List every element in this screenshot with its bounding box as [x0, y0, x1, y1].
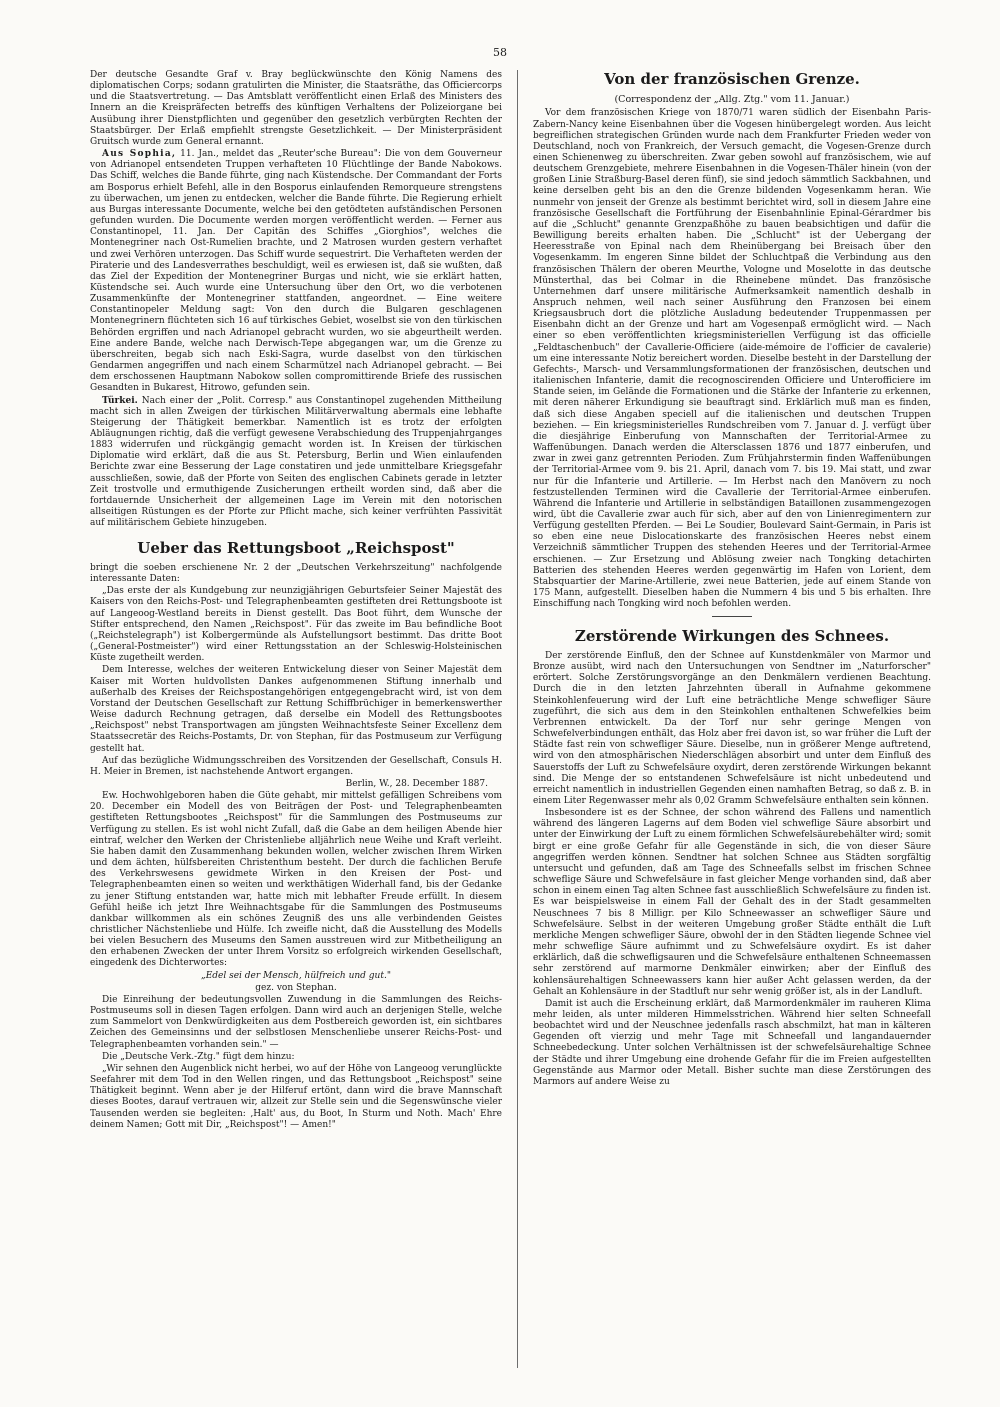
- paragraph-addendum-intro: Die „Deutsche Verk.-Ztg." fügt dem hinzu:: [102, 1051, 295, 1062]
- paragraph-closing: „Wir sehnen den Augenblick nicht herbei, wo auf der Höhe von Langeoog verunglückte Seefahrer mit dem Tod in den Wellen ringen, und das Rettungsboot „Reichspost" seine Thätigkeit beginnt. Wenn aber je der Hilferuf ertönt, dann wird die brave Mannschaft dieses Bootes, darauf vertrauen wir, allzeit zur Stelle sein und die Segenswünsche vieler Tausenden werden sie begleiten: ‚Halt' aus, du Boot, In Sturm und Noth. Mach' Ehre deinem Namen; Gott mit Dir, „Reichspost"! — Amen!": [90, 1063, 502, 1130]
- letter-date: Berlin, W., 28. December 1887.: [345, 778, 488, 789]
- paragraph-boats: „Das erste der als Kundgebung zur neunzigjährigen Geburtsfeier Seiner Majestät des Kaisers von den Reichs-Post- und Telegraphenbeamten gestifteten drei Rettungsboote ist auf Langeoog-Westland bereits in Dienst gestellt. Das Boot führt, dem Wunsche der Stifter entsprechend, den Namen „Reichspost". Für das zweite im Bau befindliche Boot („Reichstelegraph") ist Kolbergermünde als Aufstellungsort bestimmt. Das dritte Boot („General-Postmeister") wird einer Rettungsstation an der Schleswig-Holsteinischen Küste zugetheilt werden.: [90, 586, 502, 664]
- column-divider: [517, 70, 518, 1368]
- paragraph-museum: Die Einreihung der bedeutungsvollen Zuwendung in die Sammlungen des Reichs-Postmuseums soll in diesen Tagen erfolgen. Dann wird auch an derjenigen Stelle, welche zum Sammelort von Denkwürdigkeiten aus dem Postbereich geworden ist, ein sichtbares Zeichen des Gemeinsinns und der selbstlosen Menschenliebe unserer Reichs-Post- und Telegraphenbeamten vorhanden sein." —: [90, 994, 502, 1050]
- paragraph-serbia: Der deutsche Gesandte Graf v. Bray beglückwünschte den König Namens des diplomatischen Corps; sodann gratulirten die Minister, die Staatsräthe, das Officiercorps und die Staatsvertretung. — Das Amtsblatt veröffentlicht einen Erlaß des Ministers des Innern an die Kreispräfecten betreffs des künftigen Verhaltens der Polizeiorgane bei Ausübung ihrer Dienstpflichten und gegenüber den gesetzlich verbürgten Rechten der Staatsbürger. Der Erlaß empfiehlt strengste Gesetzlichkeit. — Der Ministerpräsident Gruitsch wurde zum General ernannt.: [90, 70, 502, 147]
- right-column: [533, 70, 931, 1380]
- paragraph-grenze: Vor dem französischen Kriege von 1870/71 waren südlich der Eisenbahn Paris-Zabern-Nancy keine Eisenbahnen über die Vogesen hinübergelegt worden. Aus leicht begreiflichen strategischen Gründen wurde nach dem Frankfurter Frieden weder von Deutschland, noch von Frankreich, der Versuch gemacht, die Vogesen-Grenze durch einen Schienenweg zu überschreiten. Zwar geben sowohl auf französischem, wie auf deutschem Grenzgebiete, mehrere Eisenbahnen in die Vogesen-Thäler hinein (von der großen Linie Straßburg-Basel deren fünf), sie sind jedoch sämmtlich Sackbahnen, und keine derselben geht bis an den die Grenze bildenden Vogesenkamm heran. Wie nunmehr von jenseit der Grenze als bestimmt berichtet wird, soll in diesem Jahre eine französische Gesellschaft die Fortführung der Eisenbahnlinie Epinal-Gérardmer bis auf die „Schlucht" genannte Grenzpaßhöhe zu bauen beabsichtigen und dafür die Bewilligung bereits erhalten haben. Die „Schlucht" ist der Uebergang der Heeresstraße von Epinal nach dem Rheinübergang bei Breisach über den Vogesenkamm. Im engeren Sinne bildet der Schluchtpaß die Verbindung aus den französischen Thälern der oberen Meurthe, Vologne und Moselotte in das deutsche Münsterthal, das bei Colmar in die Rheinebene mündet. Das französische Unternehmen darf unsere militärische Aufmerksamkeit namentlich deshalb in Anspruch nehmen, weil nach seiner Ausführung den Franzosen bei einem Kriegsausbruch dort die plötzliche Ausladung bedeutender Truppenmassen per Eisenbahn dicht an der Grenze und hart am Vogesenpaß ermöglicht wird. — Nach einer so eben veröffentlichten kriegsministeriellen Verfügung ist das officielle „Feldtaschenbuch" der Cavallerie-Officiere (aide-mémoire de l'officier de cavalerie) um eine interessante Notiz bereichert worden. Dieselbe besteht in der Darstellung der Gefechts-, Marsch- und Versammlungsformationen der französischen, deutschen und italienischen Infanterie, damit die recognoscirenden Officiere und Unterofficiere im Stande seien, im Gelände die Formationen und die Stärke der Infanterie zu erkennen, mit deren näherer Erkundigung sie beauftragt sind. Erklärlich muß man es finden, daß sich diese Angaben speciell auf die italienischen und deutschen Truppen beziehen. — Ein kriegsministerielles Rundschreiben vom 7. Januar d. J. verfügt über die diesjährige Einberufung von Mannschaften der Territorial-Armee zu Waffenübungen. Danach werden die Altersclassen 1876 und 1877 einberufen, und zwar in zwei ganz getrennten Perioden. Zum Frühjahrstermin finden Waffenübungen der Territorial-Armee vom 9. bis 21. April, danach vom 7. bis 19. Mai statt, und zwar nur für die Infanterie und Artillerie. — Im Herbst nach den Manövern zu noch festzustellenden Terminen wird die Cavallerie der Territorial-Armee einberufen. Während die Infanterie und Artillerie in selbständigen Bataillonen zusammengezogen wird, übt die Cavallerie zwar auch für sich, aber auf den von Linienregimentern zur Verfügung gestellten Pferden. — Bei Le Soudier, Boulevard Saint-Germain, in Paris ist so eben eine neue Dislocationskarte des französischen Heeres nebst einem Verzeichniß sämmtlicher Truppen des stehenden Heeres und der Territorial-Armee erschienen. — Zur Ersetzung und Ablösung zweier nach Tongking detachirten Batterien des stehenden Heeres werden gegenwärtig im Hafen von Lorient, dem Stabsquartier der Marine-Artillerie, zwei neue Batterien, jede auf einem Stande von 175 Mann, aufgestellt. Dieselben haben die Nummern 4 bis und 5 bis erhalten. Ihre Einschiffung nach Tongking wird noch befohlen werden.: [533, 108, 931, 610]
- letter-signature: gez. von Stephan.: [255, 982, 337, 993]
- poem-quote: „Edel sei der Mensch, hülfreich und gut.": [201, 970, 391, 981]
- subheadline-correspondence: (Correspondenz der „Allg. Ztg." vom 11. Januar.): [614, 93, 850, 105]
- paragraph-schnee-3: Damit ist auch die Erscheinung erklärt, daß Marmordenkmäler im rauheren Klima mehr leiden, als unter milderen Himmelsstrichen. Während hier selten Schneefall beobachtet wird und der Neuschnee jedenfalls rasch abschmilzt, hat man in kälteren Gegenden oft vierzig und mehr Tage mit Schneefall und langandauernder Schneebedeckung. Unter solchen Verhältnissen ist der schwefelsäurehaltige Schnee der Städte und ihrer Umgebung eine drohende Gefahr für die im Freien aufgestellten Gegenstände aus Marmor oder Metall. Bisher suchte man diese Zerstörungen des Marmors auf andere Weise zu: [533, 998, 931, 1087]
- dateline-sophia: Aus Sophia,: [102, 149, 177, 160]
- paragraph-schnee-2: Insbesondere ist es der Schnee, der schon während des Fallens und namentlich während des längeren Lagerns auf dem Boden viel schweflige Säure absorbirt und unter der Einwirkung der Luft zu einem förmlichen Schwefelsäurebehälter wird; somit birgt er eine große Gefahr für alle Gegenstände in sich, die von dieser Säure angegriffen werden können. Sendtner hat solchen Schnee aus Städten sorgfältig untersucht und gefunden, daß am Tage des Schneefalls selbst im frischen Schnee schweflige Säure und Schwefelsäure in fast gleicher Menge vorhanden sind, daß aber schon in einem einen Tag alten Schnee fast ausschließlich Schwefelsäure zu finden ist. Es war beispielsweise in einem Fall der Gehalt des in der Stadt gesammelten Neuschnees 7 bis 8 Milligr. per Kilo Schneewasser an schwefliger Säure und Schwefelsäure. Selbst in der weiteren Umgebung großer Städte enthält die Luft merkliche Mengen schwefliger Säure, obwohl der in den Städten liegende Schnee viel mehr schweflige Säure aufnimmt und zu Schwefelsäure oxydirt. Es ist daher erklärlich, daß die schwefligsauren und die Schwefelsäure enthaltenen Schneemassen sehr zerstörend auf marmorne Denkmäler einwirken; aber der Einfluß des kohlensäurehaltigen Schneewassers kann hier außer Acht gelassen werden, da der Gehalt an Kohlensäure in der Stadtluft nur sehr wenig größer ist, als in der Landluft.: [533, 808, 931, 997]
- paragraph-schnee-1: Der zerstörende Einfluß, den der Schnee auf Kunstdenkmäler von Marmor und Bronze ausübt, wird nach den Untersuchungen von Sendtner im „Naturforscher" erörtert. Solche Zerstörungsvorgänge an den Denkmälern verdienen Beachtung. Durch die in den letzten Jahrzehnten überall in Aufnahme gekommene Steinkohlenfeuerung wird der Luft eine beträchtliche Menge schwefliger Säure zugeführt, die sich aus dem in den Steinkohlen enthaltenen Schwefelkies beim Verbrennen entwickelt. Da der Torf nur sehr geringe Mengen von Schwefelverbindungen enthält, das Holz aber frei davon ist, so war früher die Luft der Städte fast rein von schwefliger Säure. Dieselbe, nun in größerer Menge auftretend, wird von den atmosphärischen Niederschlägen absorbirt und unter dem Einfluß des Sauerstoffs der Luft zu Schwefelsäure oxydirt, deren zerstörende Wirkungen bekannt sind. Die Menge der so entstandenen Schwefelsäure ist nicht unbedeutend und erreicht namentlich in industriellen Gegenden einen namhaften Betrag, so daß z. B. in einem Liter Regenwasser mehr als 0,02 Gramm Schwefelsäure enthalten sein können.: [533, 650, 931, 807]
- paragraph-sophia: [90, 149, 502, 394]
- dateline-turkey: Türkei.: [102, 395, 138, 406]
- paragraph-turkey-text: Nach einer der „Polit. Corresp." aus Constantinopel zugehenden Mittheilung macht sich in allen Zweigen der türkischen Militärverwaltung abermals eine lebhafte Steigerung der Thätigkeit bemerkbar. Namentlich ist es trotz der erfolgten Abläugnungen richtig, daß die verfügt gewesene Verabschiedung des Truppenjahrganges 1883 widerrufen und rückgängig gemacht worden ist. In Kreisen der türkischen Diplomatie wird erklärt, daß die aus St. Petersburg, Berlin und Wien einlaufenden Berichte zwar eine Besserung der Lage constatiren und jede unmittelbare Kriegsgefahr ausschließen, sowie, daß der Pforte von Seiten des englischen Cabinets gerade in letzter Zeit trostvolle und ermuthigende Zusicherungen ertheilt worden sind, daß aber die fortdauernde Unsicherheit der allgemeinen Lage im Verein mit den notorischen allseitigen Rüstungen es der Pforte zur Pflicht mache, sich keiner verfrühten Passivität auf militärischem Gebiete hinzugeben.: [90, 395, 502, 529]
- section-divider: [712, 616, 752, 617]
- page-number: 58: [493, 46, 507, 59]
- paragraph-intro: bringt die soeben erschienene Nr. 2 der „Deutschen Verkehrszeitung" nachfolgende interessante Daten:: [90, 563, 502, 585]
- paragraph-sophia-text: 11. Jan., meldet das „Reuter'sche Bureau": Die von dem Gouverneur von Adrianopel entsendeten Truppen verhafteten 10 Flüchtlinge der Bande Nabokows. Das Schiff, welches die Bande führte, ging nach Küstendsche. Der Commandant der Forts am Bosporus erhielt Befehl, alle in den Bosporus einlaufenden Remorqueure strengstens zu überwachen, um jenen zu entdecken, welcher die Bande führte. Die Regierung erhielt aus Burgas interessante Documente, welche bei den getödteten aufständischen Personen gefunden wurden. Die Documente werden morgen veröffentlicht werden. — Ferner aus Constantinopel, 11. Jan. Der Capitän des Schiffes „Giorghios", welches die Montenegriner nach Ost-Rumelien brachte, und 2 Matrosen wurden gestern verhaftet und zwei Verhören unterzogen. Das Schiff wurde sequestrirt. Die Verhafteten werden der Piraterie und des Landesverrathes beschuldigt, weil es erwiesen ist, daß sie wußten, daß das Ziel der Expedition der Montenegriner Burgas und nicht, wie sie erklärt hatten, Küstendsche sei. Auch wurde eine Untersuchung über den Ort, wo die verbotenen Zusammenkünfte der Montenegriner stattfanden, angeordnet. — Eine weitere Constantinopeler Meldung sagt: Von den durch die Bulgaren geschlagenen Montenegrinern flüchteten sich 16 auf türkisches Gebiet, woselbst sie von den türkischen Behörden ergriffen und nach Adrianopel gebracht wurden, wo sie abgeurtheilt werden. Eine andere Bande, welche nach Derwisch-Tepe abgegangen war, um die Grenze zu überschreiten, begab sich nach Eski-Sagra, wurde daselbst von den türkischen Gendarmen angegriffen und nach einem Scharmützel nach Adrianopel gebracht. — Bei dem erschossenen Hauptmann Nabokow sollen compromittirende Briefe des russischen Gesandten in Bukarest, Hitrowo, gefunden sein.: [90, 149, 502, 394]
- paragraph-model: Dem Interesse, welches der weiteren Entwickelung dieser von Seiner Majestät dem Kaiser mit Worten huldvollsten Dankes aufgenommenen Stiftung innerhalb und außerhalb des Kreises der Reichspostangehörigen entgegengebracht wird, ist von dem Vorstand der Deutschen Gesellschaft zur Rettung Schiffbrüchiger in bemerkenswerther Weise dadurch Rechnung getragen, daß derselbe ein Modell des Rettungsbootes „Reichspost" nebst Transportwagen am jüngsten Weihnachtsfeste Seiner Excellenz dem Staatssecretär des Reichs-Postamts, Dr. von Stephan, für das Postmuseum zur Verfügung gestellt hat.: [90, 665, 502, 754]
- paragraph-dedication: Auf das bezügliche Widmungsschreiben des Vorsitzenden der Gesellschaft, Consuls H. H. Meier in Bremen, ist nachstehende Antwort ergangen.: [90, 755, 502, 777]
- paragraph-letter: Ew. Hochwohlgeboren haben die Güte gehabt, mir mittelst gefälligen Schreibens vom 20. December ein Modell des von Beiträgen der Post- und Telegraphenbeamten gestifteten Rettungsbootes „Reichspost" für die Sammlungen des Postmuseums zur Verfügung zu stellen. Es ist wohl nicht Zufall, daß die Gabe an dem heiligen Abende hier eintraf, welcher den Werken der Christenliebe alljährlich neue Weihe und Kraft verleiht. Sie haben damit den Zusammenhang bekunden wollen, welcher zwischen Ihrem Wirken und dem ächten, hülfsbereiten Christenthum besteht. Der durch die fachlichen Berufe des Verkehrswesens gewidmete Wirken in den Kreisen der Post- und Telegraphenbeamten einen so weiten und werkthätigen Widerhall fand, bis der Gedanke zu jener Stiftung entstanden war, hatte mich mit lebhafter Freude erfüllt. In diesem Gefühl heiße ich jetzt Ihre Weihnachtsgabe für die Sammlungen des Postmuseums dankbar willkommen als ein schönes Zeugniß des uns alle verbindenden Geistes christlicher Nächstenliebe und Hülfe. Ich zweifle nicht, daß die Ausstellung des Modells bei vielen Besuchern des Museums den Samen ausstreuen wird zur Mitbetheiligung an den erhabenen Zwecken der unter Ihrem Vorsitz so erfolgreich wirkenden Gesellschaft, eingedenk des Dichterwortes:: [90, 791, 502, 969]
- headline-grenze: Von der französischen Grenze.: [604, 70, 860, 88]
- headline-schnee: Zerstörende Wirkungen des Schnees.: [574, 627, 890, 646]
- left-column: [90, 70, 502, 1370]
- paragraph-turkey: [90, 396, 502, 530]
- headline-rettungsboot: Ueber das Rettungsboot „Reichspost": [137, 539, 455, 558]
